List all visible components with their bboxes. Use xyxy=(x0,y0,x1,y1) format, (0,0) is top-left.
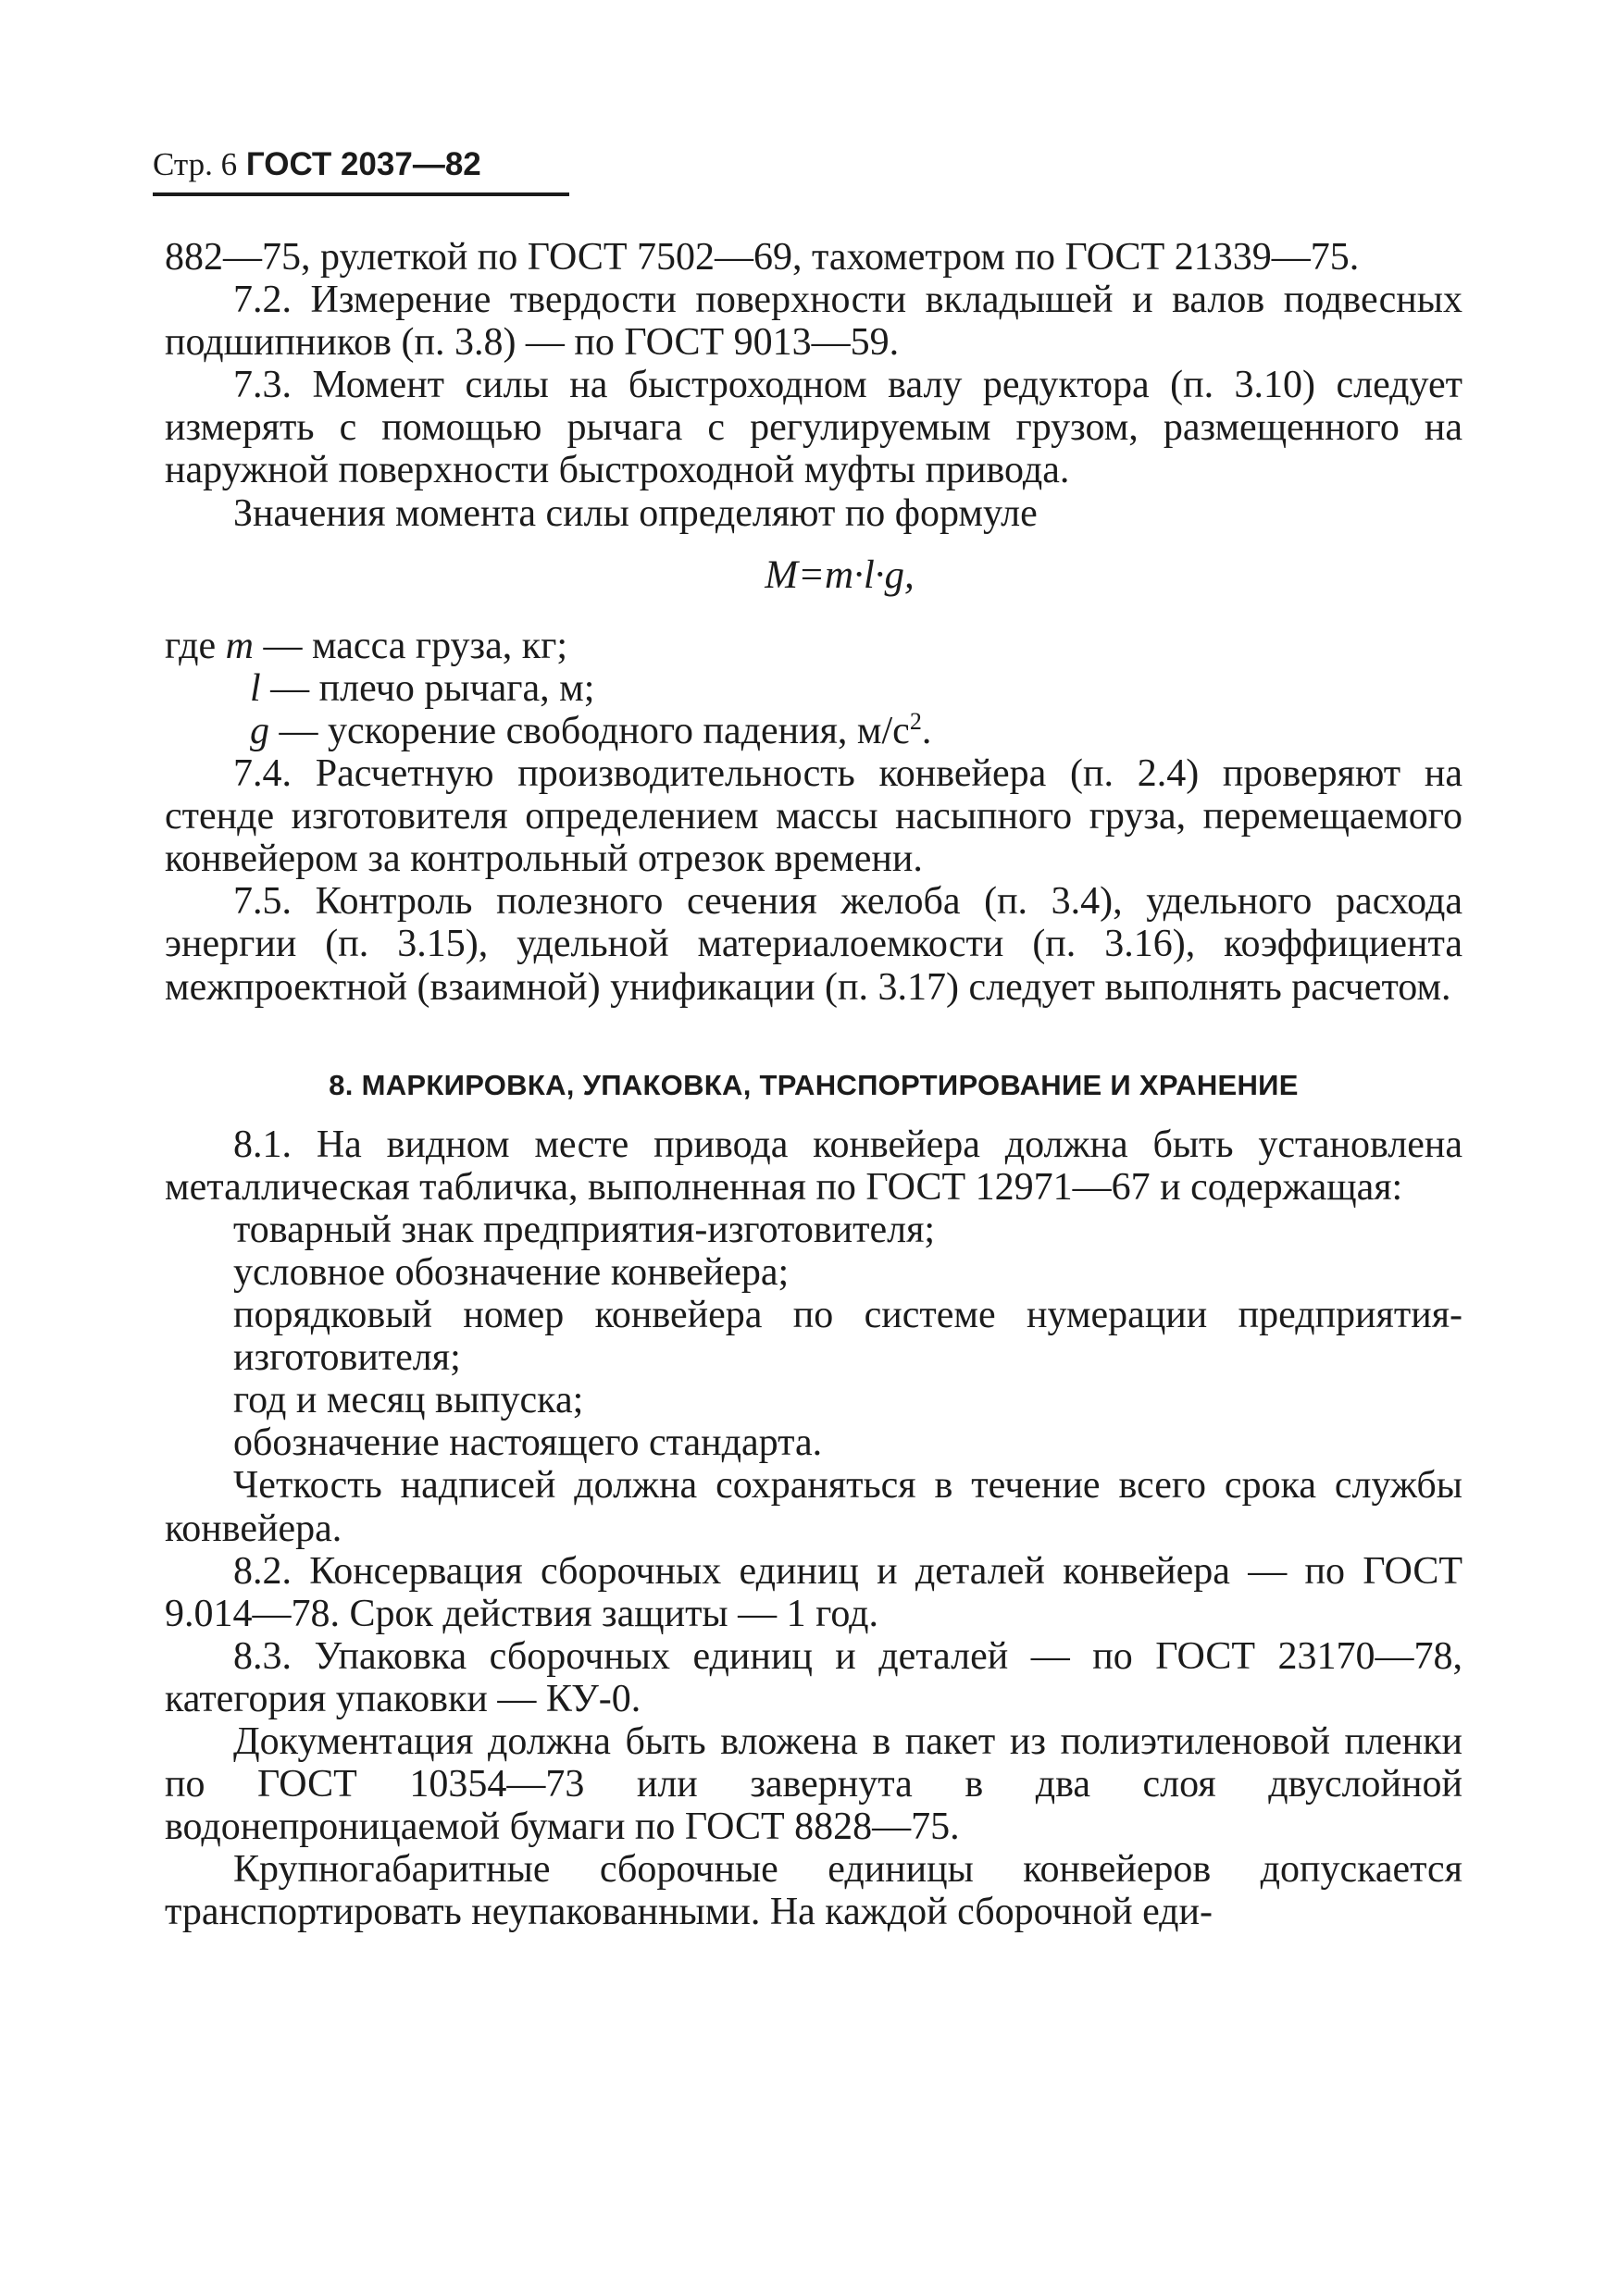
header-rule xyxy=(153,192,569,196)
page-header xyxy=(153,146,481,183)
formula-legend xyxy=(165,625,1462,752)
page-body xyxy=(165,236,1462,1933)
list-item: порядковый номер конвейера по системе нумерации предприятия-изготовителя; xyxy=(233,1294,1462,1380)
legend-text: — масса груза, кг; xyxy=(254,624,568,667)
list-item: условное обозначение конвейера; xyxy=(233,1250,790,1294)
standard-number: ГОСТ 2037—82 xyxy=(245,146,481,182)
paragraph-continuation: 882—75, рулеткой по ГОСТ 7502—69, тахометром по ГОСТ 21339—75. xyxy=(165,236,1360,279)
paragraph-8-3: 8.3. Упаковка сборочных единиц и деталей — по ГОСТ 23170—78, категория упаковки — КУ-0. xyxy=(165,1634,1462,1720)
list-item: обозначение настоящего стандарта. xyxy=(233,1421,823,1465)
paragraph-7-3: 7.3. Момент силы на быстроходном валу редуктора (п. 3.10) следует измерять с помощью рычага с регулируемым грузом, размещенного на наружной поверхности быстроходной муфты привода. xyxy=(165,364,1462,492)
legend-where: где xyxy=(165,624,217,667)
paragraph-formula-intro: Значения момента силы определяют по формуле xyxy=(233,491,1038,535)
paragraph-7-2: 7.2. Измерение твердости поверхности вкладышей и валов подвесных подшипников (п. 3.8) — по ГОСТ 9013—59. xyxy=(165,279,1462,365)
plate-contents-list xyxy=(165,1209,1462,1465)
legend-item-gravity xyxy=(165,707,1462,752)
legend-item-arm xyxy=(165,667,1462,710)
legend-symbol: g xyxy=(250,709,269,752)
legend-text: — плечо рычага, м; xyxy=(260,666,595,710)
paragraph-8-1-legibility: Четкость надписей должна сохраняться в течение всего срока службы конвейера. xyxy=(165,1464,1462,1550)
legend-symbol: l xyxy=(250,666,261,710)
paragraph-7-4: 7.4. Расчетную производительность конвейера (п. 2.4) проверяют на стенде изготовителя определением массы насыпного груза, перемещаемого конвейером за контрольный отрезок времени. xyxy=(165,752,1462,881)
formula: M=m·l·g, xyxy=(765,552,915,597)
legend-superscript: 2 xyxy=(909,707,922,735)
section-title: 8. МАРКИРОВКА, УПАКОВКА, ТРАНСПОРТИРОВАНИЕ И ХРАНЕНИЕ xyxy=(329,1068,1299,1101)
legend-text: — ускорение свободного падения, м/с xyxy=(269,709,910,752)
list-item: товарный знак предприятия-изготовителя; xyxy=(233,1208,936,1251)
list-item: год и месяц выпуска; xyxy=(233,1379,584,1422)
paragraph-7-5: 7.5. Контроль полезного сечения желоба (п. 3.4), удельного расхода энергии (п. 3.15), удельной материалоемкости (п. 3.16), коэффициента межпроектной (взаимной) унификации (п. 3.17) следует выполнять расчетом. xyxy=(165,880,1462,1009)
legend-text-end: . xyxy=(921,709,932,752)
paragraph-8-1: 8.1. На видном месте привода конвейера должна быть установлена металлическая табличка, выполненная по ГОСТ 12971—67 и содержащая: xyxy=(165,1123,1462,1209)
page-number: Стр. 6 xyxy=(153,146,238,182)
paragraph-large-units: Крупногабаритные сборочные единицы конвейеров допускается транспортировать неупакованными. На каждой сборочной еди- xyxy=(165,1848,1462,1934)
legend-item-mass xyxy=(165,625,1462,667)
legend-symbol: m xyxy=(225,624,254,667)
paragraph-documentation: Документация должна быть вложена в пакет из полиэтиленовой пленки по ГОСТ 10354—73 или завернута в два слоя двуслойной водонепроницаемой бумаги по ГОСТ 8828—75. xyxy=(165,1720,1462,1849)
paragraph-8-2: 8.2. Консервация сборочных единиц и деталей конвейера — по ГОСТ 9.014—78. Срок действия защиты — 1 год. xyxy=(165,1549,1462,1635)
